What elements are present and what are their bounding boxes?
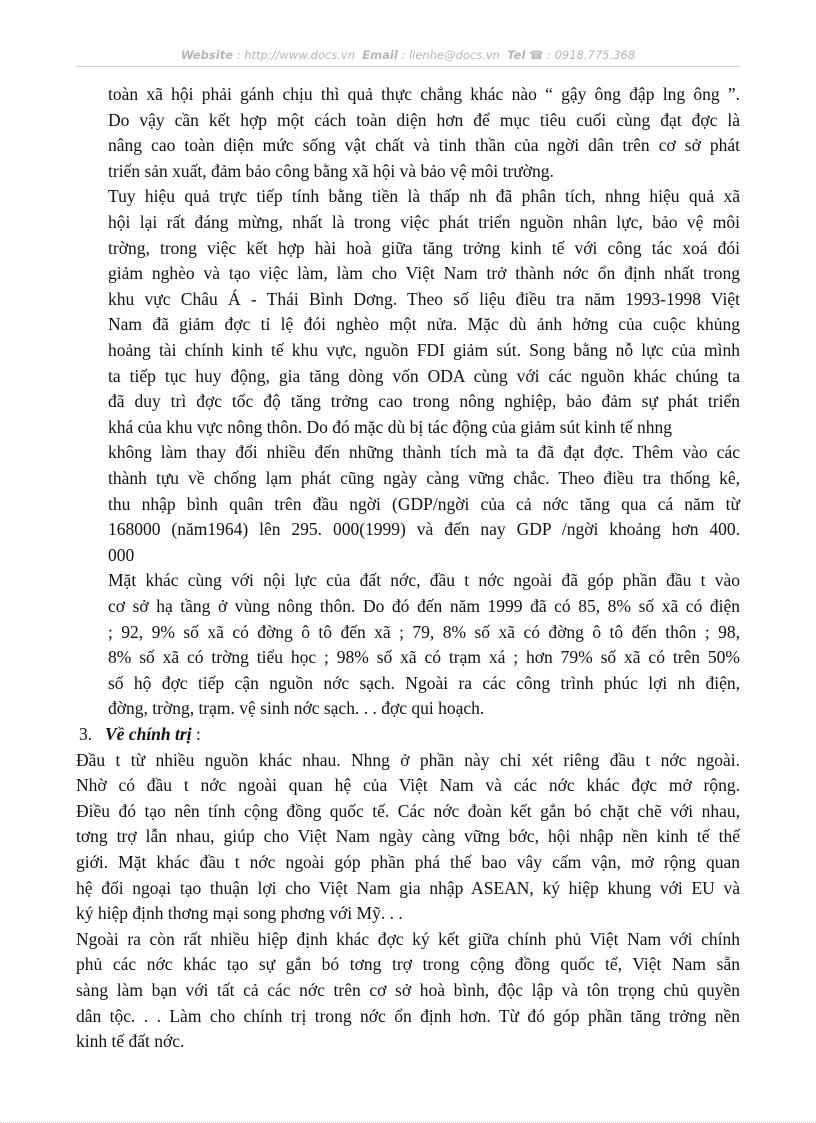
- website-url[interactable]: : http://www.docs.vn: [236, 48, 355, 62]
- email-address[interactable]: : lienhe@docs.vn: [401, 48, 500, 62]
- paragraph-line: số hộ đợc tiếp cận nguồn nớc sạch. Ngoài ra các công trình phúc lợi nh điện,: [108, 672, 740, 693]
- paragraph-line: 000: [108, 544, 135, 565]
- paragraph-line: không làm thay đổi nhiều đến những thành tích mà ta đã đạt đợc. Thêm vào các: [108, 442, 740, 463]
- paragraph-line: cơ sở hạ tầng ở vùng nông thôn. Do đó đến năm 1999 đã có 85, 8% số xã có điện: [108, 596, 740, 616]
- email-label: Email: [362, 48, 398, 62]
- paragraph-line: dân tộc. . . Làm cho chính trị trong nớc ổn định hơn. Từ đó góp phần tăng trởng nền: [76, 1005, 740, 1026]
- paragraph-line: thành tựu về chống lạm phát cũng ngày càng vững chắc. Theo điều tra thống kê,: [108, 468, 740, 488]
- section-number: 3.: [79, 724, 93, 744]
- paragraph-line: phủ các nớc khác tạo sự gắn bó tơng trợ trong cộng đồng quốc tế, Việt Nam sẵn: [76, 954, 740, 975]
- paragraph-line: triển sản xuất, đảm bảo công bằng xã hội và bảo vệ môi trường.: [108, 160, 554, 181]
- paragraph-line: toàn xã hội phải gánh chịu thì quả thực chẳng khác nào “ gậy ông đập lng ông ”.: [108, 84, 740, 104]
- paragraph-line: sàng làm bạn với tất cả các nớc trên cơ sở hoà bình, độc lập và tôn trọng chủ quyền: [76, 980, 740, 1000]
- paragraph-line: Đầu t từ nhiều nguồn khác nhau. Nhng ở phần này chỉ xét riêng đầu t nớc ngoài.: [76, 749, 740, 770]
- section-heading: [79, 722, 201, 746]
- paragraph-line: 8% số xã có trờng tiểu học ; 98% số xã có trạm xá ; hơn 79% số xã có trên 50%: [108, 647, 740, 668]
- paragraph-line: Mặt khác cùng với nội lực của đất nớc, đầu t nớc ngoài đã góp phần đầu t vào: [108, 570, 740, 591]
- paragraph-line: hội lại rất đáng mừng, nhất là trong việc phát triển nguồn nhân lực, bảo vệ môi: [108, 212, 740, 232]
- paragraph-line: hệ đối ngoại tạo thuận lợi cho Việt Nam gia nhập ASEAN, ký hiệp khung với EU và: [76, 877, 740, 898]
- paragraph-line: ta tiếp tục huy động, gia tăng dòng vốn ODA cùng với các nguồn khác chúng ta: [108, 365, 740, 386]
- header-divider: [76, 66, 740, 67]
- paragraph-line: Nhờ có đầu t nớc ngoài quan hệ của Việt Nam và các nớc khác đợc mở rộng.: [76, 775, 740, 796]
- paragraph-line: đờng, trờng, trạm. vệ sinh nớc sạch. . . đợc qui hoạch.: [108, 698, 485, 719]
- paragraph-line: ; 92, 9% số xã có đờng ô tô đến xã ; 79, 8% số xã có đờng ô tô đến thôn ; 98,: [108, 621, 740, 642]
- tel-number: : 0918.775.368: [547, 48, 636, 62]
- paragraph-line: kinh tế đất nớc.: [76, 1031, 185, 1052]
- paragraph-line: đã duy trì đợc tốc độ tăng trởng cao trong nông nghiệp, bảo đảm sự phát triển: [108, 391, 740, 412]
- tel-label: Tel: [507, 48, 526, 62]
- paragraph-line: khá của khu vực nông thôn. Do đó mặc dù bị tác động của giảm sút kinh tế nhng: [108, 416, 673, 437]
- phone-icon: ☎: [529, 48, 544, 62]
- paragraph-line: trờng, trong việc kết hợp hài hoà giữa tăng trởng kinh tế với công tác xoá đói: [108, 237, 740, 258]
- paragraph-line: Nam đã giảm đợc tỉ lệ đói nghèo một nửa. Mặc dù ảnh hởng của cuộc khủng: [108, 314, 740, 335]
- paragraph-line: Điều đó tạo nên tính cộng đồng quốc tế. Các nớc đoàn kết gắn bó chặt chẽ với nhau,: [76, 800, 740, 821]
- paragraph-line: tơng trợ lẫn nhau, giúp cho Việt Nam ngày càng vững bớc, hội nhập nền kinh tế thế: [76, 826, 740, 847]
- paragraph-line: khu vực Châu Á - Thái Bình Dơng. Theo số liệu điều tra năm 1993-1998 Việt: [108, 288, 740, 309]
- paragraph-line: giảm nghèo và tạo việc làm, làm cho Việt Nam trở thành nớc ổn định nhất trong: [108, 263, 740, 284]
- page-header: [76, 48, 740, 62]
- paragraph-line: hoảng tài chính kinh tế khu vực, nguồn FDI giảm sút. Song bằng nỗ lực của mình: [108, 340, 740, 360]
- section-heading-suffix: :: [191, 724, 201, 744]
- paragraph-line: Tuy hiệu quả trực tiếp tính bằng tiền là thấp nh đã phân tích, nhng hiệu quả xã: [108, 186, 740, 207]
- paragraph-line: nâng cao toàn diện mức sống vật chất và tinh thần của ngời dân trên cơ sở phát: [108, 135, 740, 156]
- paragraph-line: 168000 (năm1964) lên 295. 000(1999) và đến nay GDP /ngời khoảng hơn 400.: [108, 519, 740, 540]
- paragraph-line: giới. Mặt khác đầu t nớc ngoài góp phần phá thế bao vây cấm vận, mở rộng quan: [76, 852, 740, 872]
- paragraph-line: thu nhập bình quân trên đầu ngời (GDP/ngời của cả nớc tăng qua cá năm từ: [108, 493, 740, 514]
- paragraph-line: Do vậy cần kết hợp một cách toàn diện hơn để mục tiêu cuối cùng đạt đợc là: [108, 109, 740, 130]
- paragraph-line: Ngoài ra còn rất nhiều hiệp định khác đợc ký kết giữa chính phủ Việt Nam với chính: [76, 928, 740, 949]
- section-title: Về chính trị: [105, 724, 192, 744]
- website-label: Website: [180, 48, 234, 62]
- paragraph-line: ký hiệp định thơng mại song phơng với Mỹ. . .: [76, 903, 403, 924]
